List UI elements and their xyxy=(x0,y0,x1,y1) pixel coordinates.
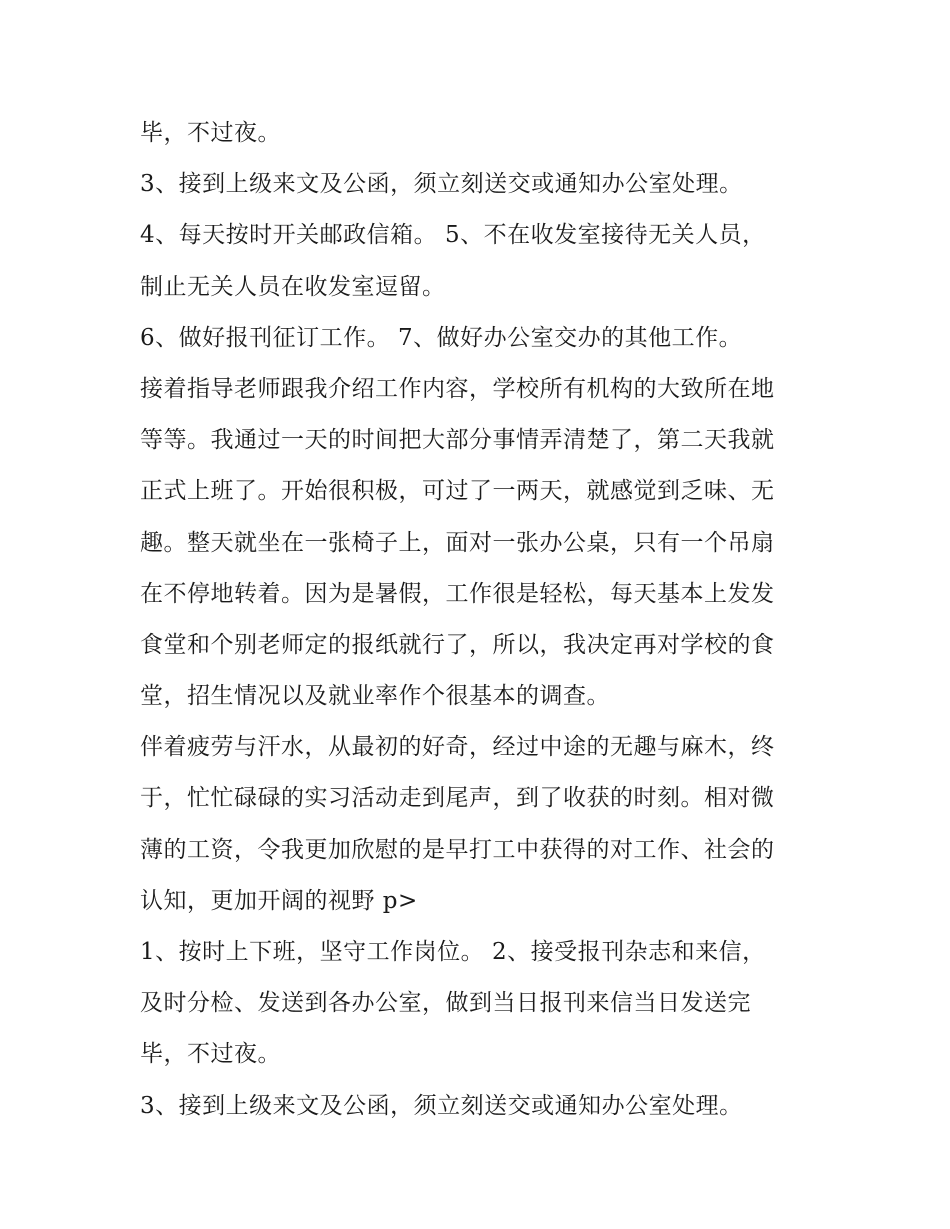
text-line: 6、做好报刊征订工作。 7、做好办公室交办的其他工作。 xyxy=(140,324,743,351)
text-line: 等等。我通过一天的时间把大部分事情弄清楚了，第二天我就 xyxy=(140,427,775,454)
text-line: 接着指导老师跟我介绍工作内容，学校所有机构的大致所在地 xyxy=(140,375,775,402)
text-line: 4、每天按时开关邮政信箱。 5、不在收发室接待无关人员， xyxy=(140,222,766,249)
text-line: 堂，招生情况以及就业率作个很基本的调查。 xyxy=(140,683,610,710)
text-line: 薄的工资，令我更加欣慰的是早打工中获得的对工作、社会的 xyxy=(140,836,775,863)
text-line: 1、按时上下班，坚守工作岗位。 2、接受报刊杂志和来信， xyxy=(140,939,766,965)
text-line: 及时分检、发送到各办公室，做到当日报刊来信当日发送完 xyxy=(140,990,751,1017)
document-body xyxy=(140,108,840,1132)
text-line: 3、接到上级来文及公函，须立刻送交或通知办公室处理。 xyxy=(140,1092,743,1119)
text-line: 毕，不过夜。 xyxy=(140,1041,281,1068)
text-line: 伴着疲劳与汗水，从最初的好奇，经过中途的无趣与麻木，终 xyxy=(140,734,775,761)
text-line: 食堂和个别老师定的报纸就行了，所以，我决定再对学校的食 xyxy=(140,631,775,658)
text-line: 于，忙忙碌碌的实习活动走到尾声，到了收获的时刻。相对微 xyxy=(140,785,775,812)
text-line: 正式上班了。开始很积极，可过了一两天，就感觉到乏味、无 xyxy=(140,478,775,505)
text-line: 趣。整天就坐在一张椅子上，面对一张办公桌，只有一个吊扇 xyxy=(140,529,775,556)
text-line: 认知，更加开阔的视野 p> xyxy=(140,887,418,914)
text-line: 毕，不过夜。 xyxy=(140,120,281,146)
text-line: 制止无关人员在收发室逗留。 xyxy=(140,273,446,300)
text-line: 在不停地转着。因为是暑假，工作很是轻松，每天基本上发发 xyxy=(140,580,775,607)
text-line: 3、接到上级来文及公函，须立刻送交或通知办公室处理。 xyxy=(140,171,743,198)
